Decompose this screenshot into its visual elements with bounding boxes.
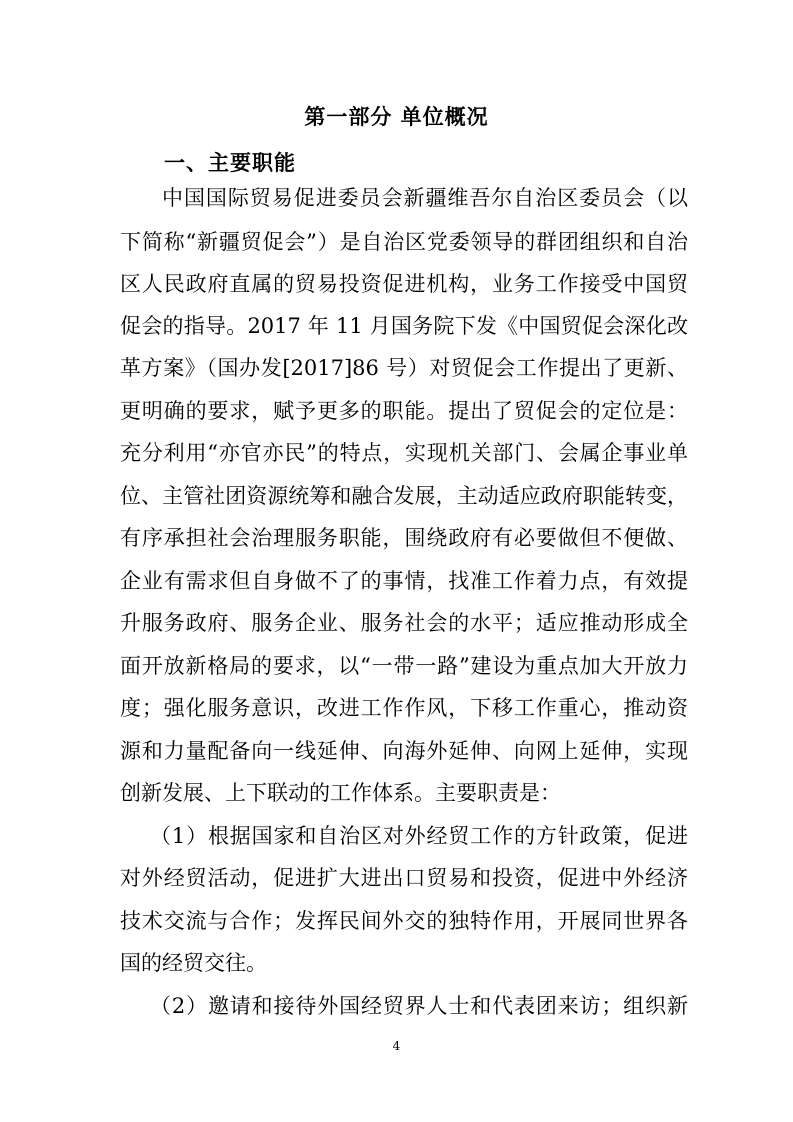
body-text-line: 中国国际贸易促进委员会新疆维吾尔自治区委员会（以 xyxy=(162,186,688,210)
body-text-line: 源和力量配备向一线延伸、向海外延伸、向网上延伸，实现 xyxy=(120,739,688,763)
body-text-line: 有序承担社会治理服务职能，围绕政府有必要做但不便做、 xyxy=(120,526,688,550)
duty-item-1-line: （1）根据国家和自治区对外经贸工作的方针政策，促进 xyxy=(150,824,688,848)
body-text-line: 企业有需求但自身做不了的事情，找准工作着力点，有效提 xyxy=(120,569,688,593)
body-text-line: 技术交流与合作；发挥民间外交的独特作用，开展同世界各 xyxy=(120,909,688,933)
body-text-line: 升服务政府、服务企业、服务社会的水平；适应推动形成全 xyxy=(120,611,688,635)
body-text-line: 区人民政府直属的贸易投资促进机构，业务工作接受中国贸 xyxy=(120,272,688,296)
body-text-line: 创新发展、上下联动的工作体系。主要职责是： xyxy=(120,781,561,805)
duty-item-2-line: （2）邀请和接待外国经贸界人士和代表团来访；组织新 xyxy=(150,994,688,1018)
body-text-line: 下简称“新疆贸促会”）是自治区党委领导的群团组织和自治 xyxy=(120,230,688,254)
body-text-line: 充分利用“亦官亦民”的特点，实现机关部门、会属企事业单 xyxy=(120,441,688,465)
body-text-line: 促会的指导。2017 年 11 月国务院下发《中国贸促会深化改 xyxy=(120,314,688,338)
body-text-line: 面开放新格局的要求，以“一带一路”建设为重点加大开放力 xyxy=(120,654,688,678)
body-text-line: 革方案》（国办发[2017]86 号）对贸促会工作提出了更新、 xyxy=(120,356,688,380)
body-text-line: 位、主管社团资源统筹和融合发展，主动适应政府职能转变， xyxy=(120,484,688,508)
body-text-line: 国的经贸交往。 xyxy=(120,951,267,975)
page-number: 4 xyxy=(392,1039,401,1053)
section-heading: 一、主要职能 xyxy=(164,151,296,175)
part-title: 第一部分 单位概况 xyxy=(304,105,489,129)
body-text-line: 度；强化服务意识，改进工作作风，下移工作重心，推动资 xyxy=(120,696,688,720)
body-text-line: 对外经贸活动，促进扩大进出口贸易和投资，促进中外经济 xyxy=(120,866,688,890)
body-text-line: 更明确的要求，赋予更多的职能。提出了贸促会的定位是： xyxy=(120,399,688,423)
